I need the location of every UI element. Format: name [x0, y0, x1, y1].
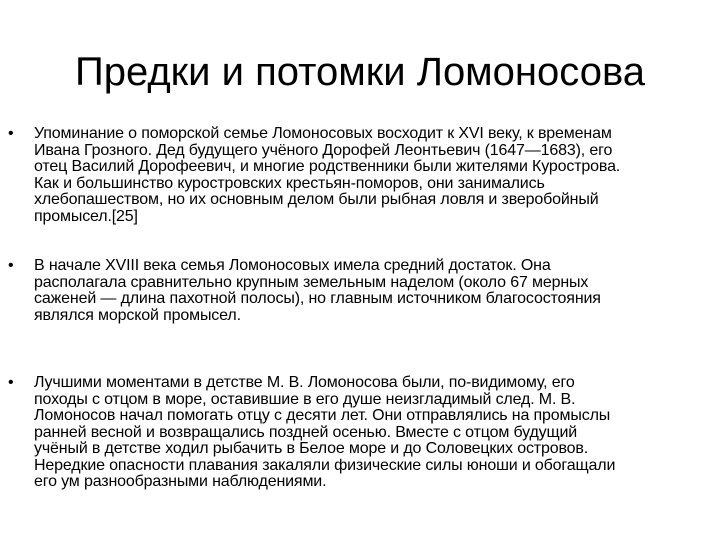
bullet-text	[34, 126, 700, 225]
list-item	[0, 126, 700, 225]
bullet-text	[34, 375, 700, 491]
text-line: В начале XVIII века семья Ломоносовых имела средний достаток. Она	[34, 257, 551, 274]
text-line: отец Василий Дорофеевич, и многие родственники были жителями Курострова.	[34, 158, 621, 175]
list-item	[0, 258, 700, 324]
text-line: учёный в детстве ходил рыбачить в Белое море и до Соловецких островов.	[34, 440, 589, 457]
bullet-marker: •	[8, 257, 14, 274]
list-item	[0, 375, 700, 491]
text-line: Ивана Грозного. Дед будущего учёного Дорофей Леонтьевич (1647—1683), его	[34, 141, 613, 159]
page-title: Предки и потомки Ломоносова	[74, 50, 646, 94]
bullet-text	[34, 258, 700, 324]
text-line: Ломоносов начал помогать отцу с десяти лет. Они отправлялись на промыслы	[34, 407, 611, 424]
text-line: хлебопашеством, но их основным делом были рыбная ловля и зверобойный	[34, 191, 599, 208]
text-line: ранней весной и возвращались поздней осенью. Вместе с отцом будущий	[34, 423, 578, 441]
bullet-marker: •	[8, 125, 14, 142]
text-line: промысел.[25]	[34, 207, 138, 225]
text-line: Как и большинство куростровских крестьян-поморов, они занимались	[34, 174, 545, 192]
text-line: располагала сравнительно крупным земельным наделом (около 67 мерных	[34, 273, 589, 291]
text-line: Упоминание о поморской семье Ломоносовых восходит к XVI веку, к временам	[34, 125, 612, 142]
text-line: саженей — длина пахотной полосы), но главным источником благосостояния	[34, 290, 601, 307]
text-line: являлся морской промысел.	[34, 306, 241, 324]
text-line: Лучшими моментами в детстве М. В. Ломоносова были, по-видимому, его	[34, 374, 575, 391]
bullet-marker: •	[8, 374, 14, 391]
text-line: Нередкие опасности плавания закаляли физические силы юноши и обогащали	[34, 456, 616, 474]
text-line: походы с отцом в море, оставившие в его душе неизгладимый след. М. В.	[34, 390, 576, 408]
text-line: его ум разнообразными наблюдениями.	[34, 473, 327, 490]
